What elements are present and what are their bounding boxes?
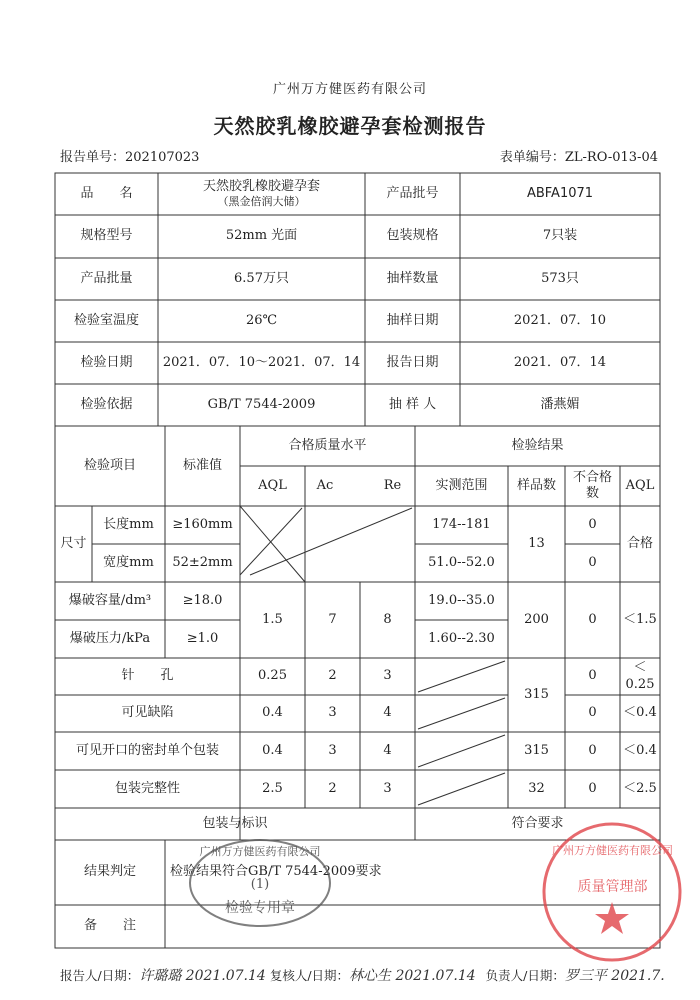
marking-result: 符合要求	[511, 815, 564, 831]
seal-re: 4	[383, 742, 392, 758]
pack-ac: 2	[328, 780, 337, 796]
pack-result: ＜2.5	[623, 780, 657, 796]
visible-aql: 0.4	[262, 705, 283, 721]
reviewer-signature: 林心生 2021.07.14	[349, 968, 476, 984]
signature-footer	[60, 965, 665, 985]
report-date-value: 2021．07．14	[513, 354, 607, 370]
burst-aql: 1.5	[262, 611, 283, 627]
pinhole-ac: 2	[328, 668, 337, 684]
product-name-line1: 天然胶乳橡胶避孕套	[202, 179, 320, 194]
reviewer-label: 复核人/日期：	[269, 968, 350, 983]
pack-label: 包装规格	[386, 228, 439, 244]
width-defects: 0	[588, 554, 597, 570]
header-result-aql: AQL	[625, 477, 655, 493]
width-range: 51.0--52.0	[428, 554, 495, 570]
company-seal-ring-text: 广州万方健医药有限公司	[552, 844, 673, 857]
basis-label: 检验依据	[80, 396, 133, 412]
burst-samples: 200	[524, 611, 549, 627]
sampler-label: 抽 样 人	[388, 396, 437, 412]
pinhole-aql: 0.25	[258, 668, 287, 684]
manager-signature: 罗三平 2021.7.	[564, 968, 665, 984]
sample-date-label: 抽样日期	[386, 312, 439, 328]
qc-stamp-title: 检验专用章	[225, 900, 295, 916]
header-ac: Ac	[316, 477, 334, 493]
pack-aql: 2.5	[262, 780, 283, 796]
visible-result: ＜0.4	[623, 705, 657, 721]
header-aql-group: 合格质量水平	[288, 437, 367, 453]
batch-label: 产品批号	[386, 185, 439, 201]
company-seal	[540, 820, 685, 965]
header-defects: 不合格数	[573, 469, 613, 501]
pinhole-label: 针 孔	[121, 668, 174, 684]
size-label: 尺寸	[60, 535, 87, 551]
header-item: 检验项目	[83, 457, 136, 473]
pack-re: 3	[383, 780, 392, 796]
pack-value: 7只装	[542, 228, 578, 244]
company-name: 广州万方健医药有限公司	[272, 82, 427, 97]
visible-ac: 3	[328, 705, 337, 721]
sample-qty-label: 抽样数量	[386, 270, 439, 286]
seal-result: ＜0.4	[623, 742, 657, 758]
burst-pressure-label: 爆破压力/kPa	[69, 630, 151, 646]
product-name-label: 品 名	[80, 185, 133, 201]
seal-aql: 0.4	[262, 742, 283, 758]
visible-defects-label: 可见缺陷	[121, 705, 174, 721]
burst-pressure-std: ≥1.0	[186, 630, 219, 646]
reporter-signature: 许璐璐 2021.07.14	[139, 968, 266, 984]
burst-pressure-range: 1.60--2.30	[428, 630, 495, 646]
pack-samples: 32	[528, 780, 545, 796]
header-samples: 样品数	[516, 477, 556, 493]
header-result-group: 检验结果	[511, 437, 564, 453]
test-date-label: 检验日期	[80, 354, 133, 370]
pinhole-defects: 0	[588, 668, 597, 684]
qc-stamp-number: (1)	[250, 877, 270, 892]
pinhole-re: 3	[383, 668, 392, 684]
marking-label: 包装与标识	[202, 815, 268, 831]
seal-label: 可见开口的密封单个包装	[75, 742, 219, 758]
header-re: Re	[383, 477, 402, 493]
burst-result: ＜1.5	[623, 611, 657, 627]
width-std: 52±2mm	[172, 554, 233, 570]
length-defects: 0	[588, 516, 597, 532]
header-range: 实测范围	[435, 477, 488, 493]
visible-defects: 0	[588, 705, 597, 721]
visible-re: 4	[383, 705, 392, 721]
burst-defects: 0	[588, 611, 597, 627]
temp-label: 检验室温度	[73, 312, 139, 328]
burst-re: 8	[383, 611, 392, 627]
company-seal-center-text: 质量管理部	[577, 879, 648, 895]
qc-inspection-stamp	[185, 835, 335, 930]
header-aql: AQL	[258, 477, 287, 493]
pinhole-visible-samples: 315	[524, 686, 549, 702]
remark-label: 备 注	[83, 918, 136, 934]
burst-volume-range: 19.0--35.0	[428, 592, 495, 608]
length-range: 174--181	[432, 516, 491, 532]
qty-label: 产品批量	[80, 270, 133, 286]
sampler-value: 潘燕媚	[540, 396, 580, 412]
length-std: ≥160mm	[172, 516, 233, 532]
length-label: 长度mm	[103, 516, 154, 532]
form-number: 表单编号：ZL-RO-013-04	[499, 150, 658, 165]
report-number: 报告单号：202107023	[60, 150, 200, 165]
header-standard: 标准值	[182, 457, 222, 473]
report-date-label: 报告日期	[386, 354, 439, 370]
spec-value: 52mm 光面	[225, 228, 298, 244]
qty-value: 6.57万只	[234, 270, 289, 286]
product-name-value	[158, 173, 365, 215]
pack-defects: 0	[588, 780, 597, 796]
size-samples: 13	[528, 535, 545, 551]
report-title: 天然胶乳橡胶避孕套检测报告	[213, 114, 487, 138]
seal-ac: 3	[328, 742, 337, 758]
product-name-line2: （黑金倍润大储）	[217, 195, 306, 209]
test-date-value: 2021．07．10～2021．07．14	[162, 354, 361, 370]
batch-value: ABFA1071	[526, 185, 594, 201]
sample-date-value: 2021．07．10	[513, 312, 607, 328]
spec-label: 规格型号	[80, 228, 133, 244]
pack-integrity-label: 包装完整性	[114, 780, 180, 796]
burst-ac: 7	[328, 611, 337, 627]
seal-defects: 0	[588, 742, 597, 758]
burst-volume-label: 爆破容量/dm³	[68, 592, 152, 608]
temp-value: 26℃	[245, 312, 278, 328]
burst-volume-std: ≥18.0	[182, 592, 223, 608]
width-label: 宽度mm	[103, 554, 154, 570]
size-result: 合格	[626, 535, 653, 551]
basis-value: GB/T 7544-2009	[207, 396, 316, 412]
manager-label: 负责人/日期：	[485, 968, 565, 983]
conclusion-label: 结果判定	[83, 864, 136, 880]
pinhole-result: ＜0.25	[625, 660, 655, 692]
conclusion-value: 检验结果符合GB/T 7544-2009要求	[170, 864, 382, 880]
qc-stamp-ring-text: 广州万方健医药有限公司	[199, 845, 321, 858]
reporter-label: 报告人/日期：	[60, 968, 140, 983]
seal-samples: 315	[524, 742, 549, 758]
sample-qty-value: 573只	[541, 270, 579, 286]
